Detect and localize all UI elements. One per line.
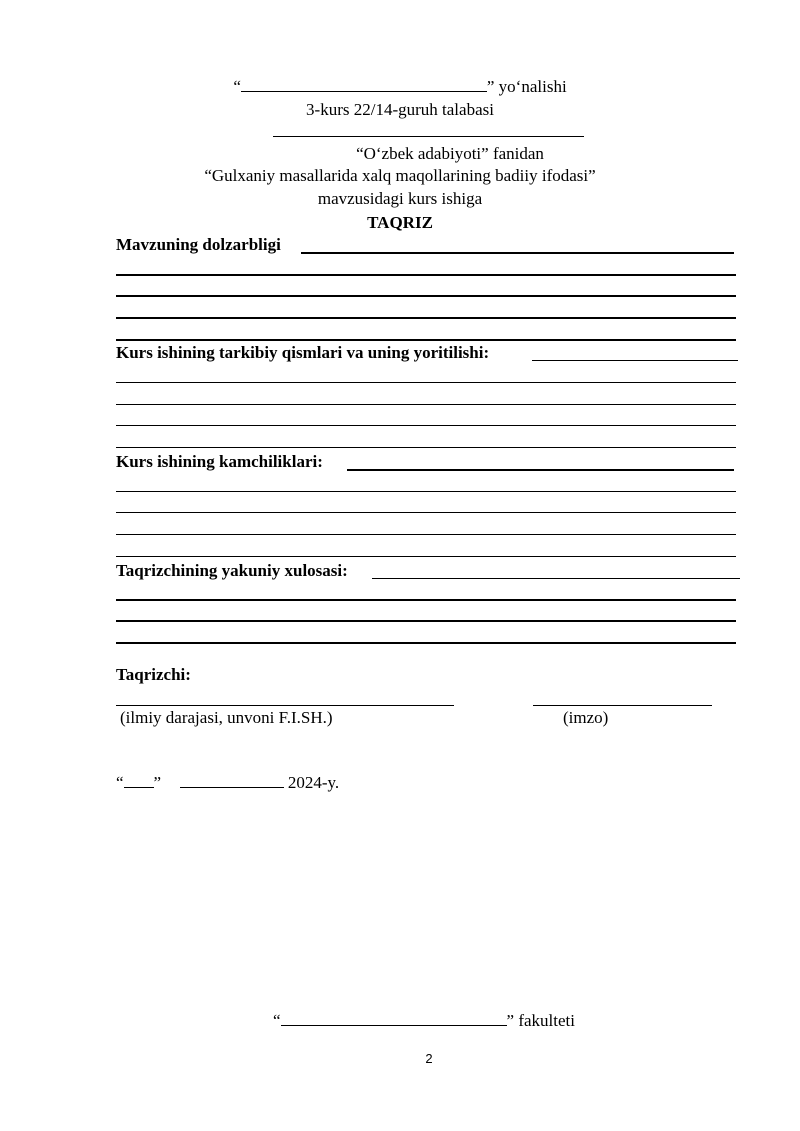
direction-blank[interactable]: [241, 76, 487, 92]
reviewer-name-blank[interactable]: [116, 705, 454, 706]
section-relevance-label: Mavzuning dolzarbligi: [116, 235, 281, 254]
conclusion-inline-blank[interactable]: [372, 578, 740, 579]
direction-line: [0, 76, 800, 98]
date-line: [116, 772, 339, 794]
date-open-quote: “: [116, 773, 124, 792]
faculty-open-quote: “: [273, 1011, 281, 1030]
section-conclusion-label: Taqrizchining yakuniy xulosasi:: [116, 561, 348, 580]
shortcomings-line[interactable]: [116, 534, 736, 535]
signature-caption: (imzo): [563, 708, 609, 727]
shortcomings-line[interactable]: [116, 556, 736, 557]
shortcomings-line[interactable]: [116, 512, 736, 513]
structure-line[interactable]: [116, 425, 736, 426]
faculty-line: [273, 1010, 575, 1032]
structure-line[interactable]: [116, 404, 736, 405]
relevance-inline-blank[interactable]: [301, 252, 734, 254]
subject-line: “O‘zbek adabiyoti” fanidan: [356, 144, 544, 163]
faculty-blank[interactable]: [281, 1010, 507, 1026]
relevance-line[interactable]: [116, 339, 736, 341]
date-close-quote: ”: [153, 773, 162, 792]
structure-inline-blank[interactable]: [532, 360, 738, 361]
reviewer-label: Taqrizchi:: [116, 665, 191, 684]
date-year: 2024-y.: [287, 773, 340, 792]
direction-label: ” yo‘nalishi: [486, 77, 567, 96]
student-name-blank[interactable]: [273, 136, 584, 137]
student-line: 3-kurs 22/14-guruh talabasi: [306, 100, 494, 119]
month-blank[interactable]: [180, 772, 284, 788]
page-number: 2: [425, 1051, 433, 1066]
structure-line[interactable]: [116, 447, 736, 448]
signature-blank[interactable]: [533, 705, 712, 706]
topic-line: “Gulxaniy masallarida xalq maqollarining badiiy ifodasi”: [204, 166, 596, 185]
topic-suffix-line: mavzusidagi kurs ishiga: [317, 189, 483, 208]
shortcomings-line[interactable]: [116, 491, 736, 492]
relevance-line[interactable]: [116, 295, 736, 297]
degree-caption: (ilmiy darajasi, unvoni F.I.SH.): [120, 708, 333, 727]
section-shortcomings-label: Kurs ishining kamchiliklari:: [116, 452, 323, 471]
faculty-label: ” fakulteti: [506, 1011, 575, 1030]
open-quote: “: [233, 77, 241, 96]
section-structure-label: Kurs ishining tarkibiy qismlari va uning yoritilishi:: [116, 343, 490, 362]
conclusion-line[interactable]: [116, 599, 736, 601]
relevance-line[interactable]: [116, 274, 736, 276]
day-blank[interactable]: [124, 772, 154, 788]
document-title: TAQRIZ: [367, 213, 433, 232]
shortcomings-inline-blank[interactable]: [347, 469, 734, 471]
conclusion-line[interactable]: [116, 620, 736, 622]
conclusion-line[interactable]: [116, 642, 736, 644]
relevance-line[interactable]: [116, 317, 736, 319]
structure-line[interactable]: [116, 382, 736, 383]
